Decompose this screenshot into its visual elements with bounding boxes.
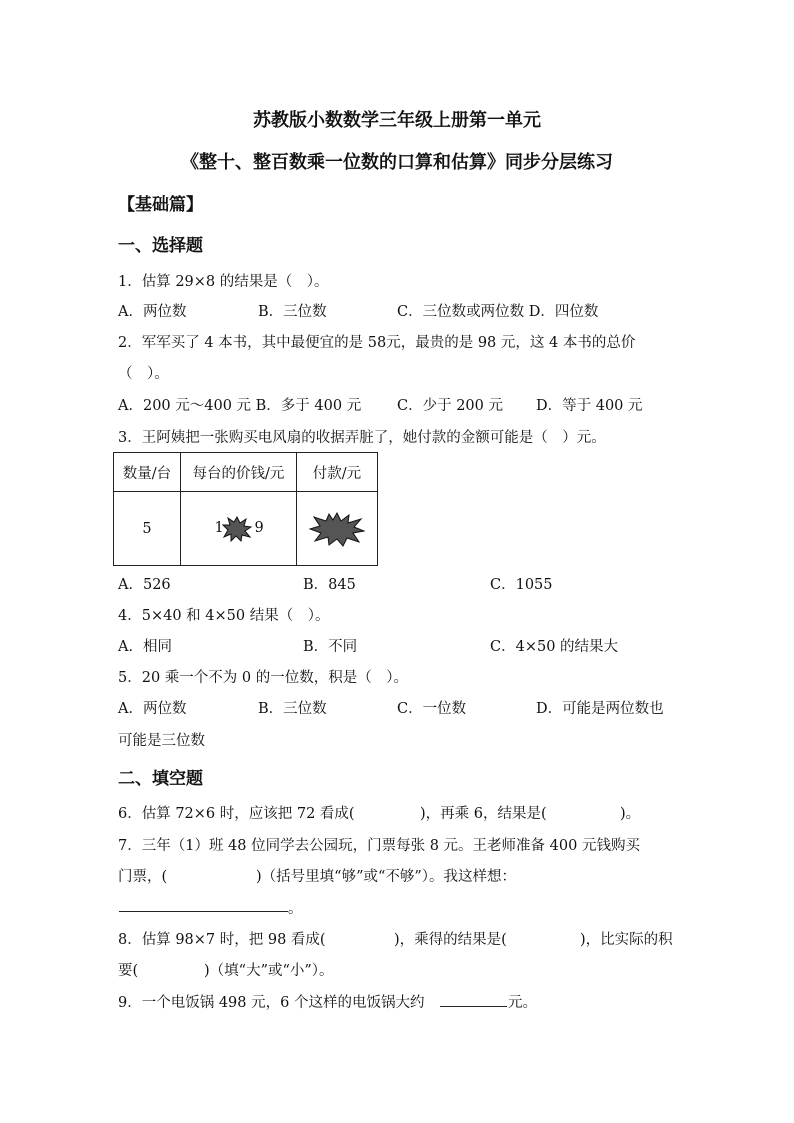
question-9-part1: 9．一个电饭锅 498 元，6 个这样的电饭锅大约	[118, 995, 425, 1011]
question-8-part5: )（填“大”或“小”）。	[204, 963, 334, 979]
question-4-stem: 4．5×40 和 4×50 结果（ ）。	[118, 608, 330, 624]
question-9-answer-line[interactable]	[440, 1006, 507, 1007]
table-cell-price	[181, 492, 297, 566]
question-7-part2: )（括号里填“够”或“不够”）。我这样想：	[256, 869, 517, 885]
question-4-option-a: A．相同	[118, 639, 172, 655]
question-1-option-a: A．两位数	[118, 304, 187, 320]
section-heading-fill: 二、填空题	[118, 769, 203, 789]
question-2-stem-line2: （ ）。	[118, 366, 169, 382]
question-3-option-c: C．1055	[490, 577, 553, 593]
question-6-part1: 6．估算 72×6 时，应该把 72 看成(	[118, 806, 355, 822]
question-5-stem: 5．20 乘一个不为 0 的一位数，积是（ ）。	[118, 670, 408, 686]
question-8-part2: )，乘得的结果是(	[394, 932, 507, 948]
question-1-stem: 1．估算 29×8 的结果是（ ）。	[118, 274, 329, 290]
table-header-price: 每台的价钱/元	[181, 453, 297, 492]
price-digit-right: 9	[254, 519, 264, 536]
question-4-option-b: B．不同	[303, 639, 358, 655]
question-8-part4: 要(	[118, 963, 139, 979]
section-heading-choice: 一、选择题	[118, 236, 203, 256]
question-5-option-d-continued: 可能是三位数	[118, 733, 205, 749]
question-2-option-c: C．少于 200 元	[397, 398, 503, 414]
table-cell-qty: 5	[114, 492, 181, 566]
table-header-paid: 付款/元	[297, 453, 378, 492]
price-digit-left: 1	[214, 519, 224, 536]
question-4-option-c: C．4×50 的结果大	[490, 639, 619, 655]
question-3-option-b: B．845	[303, 577, 356, 593]
table-header-qty: 数量/台	[114, 453, 181, 492]
question-2-option-a-b: A．200 元～400 元 B．多于 400 元	[118, 398, 362, 414]
question-7-part1: 门票，(	[118, 869, 168, 885]
question-5-option-c: C．一位数	[397, 701, 467, 717]
level-label: 【基础篇】	[118, 195, 203, 215]
document-subtitle: 《整十、整百数乘一位数的口算和估算》同步分层练习	[181, 152, 613, 173]
document-title: 苏教版小数数学三年级上册第一单元	[253, 110, 541, 131]
ink-stain-icon	[222, 516, 252, 542]
question-6-part3: )。	[620, 806, 641, 822]
question-1-option-b: B．三位数	[258, 304, 327, 320]
question-3-stem: 3．王阿姨把一张购买电风扇的收据弄脏了，她付款的金额可能是（ ）元。	[118, 430, 606, 446]
ink-stain-icon	[309, 511, 365, 547]
question-6-part2: )，再乘 6，结果是(	[420, 806, 547, 822]
question-5-option-d: D．可能是两位数也	[536, 701, 664, 717]
receipt-table	[113, 452, 378, 566]
question-2-stem-line1: 2．军军买了 4 本书，其中最便宜的是 58元，最贵的是 98 元，这 4 本书的总价	[118, 335, 636, 351]
question-9-part2: 元。	[508, 995, 537, 1011]
question-1-option-c-d: C．三位数或两位数 D．四位数	[397, 304, 599, 320]
question-7-answer-line[interactable]	[119, 911, 288, 912]
question-3-option-a: A．526	[118, 577, 171, 593]
question-8-part3: )，比实际的积	[580, 932, 673, 948]
table-cell-paid	[297, 492, 378, 566]
question-5-option-b: B．三位数	[258, 701, 327, 717]
question-2-option-d: D．等于 400 元	[536, 398, 643, 414]
question-8-part1: 8．估算 98×7 时，把 98 看成(	[118, 932, 326, 948]
question-7-end: 。	[288, 901, 303, 917]
question-7-line1: 7．三年（1）班 48 位同学去公园玩，门票每张 8 元。王老师准备 400 元钱购买	[118, 838, 640, 854]
question-5-option-a: A．两位数	[118, 701, 187, 717]
